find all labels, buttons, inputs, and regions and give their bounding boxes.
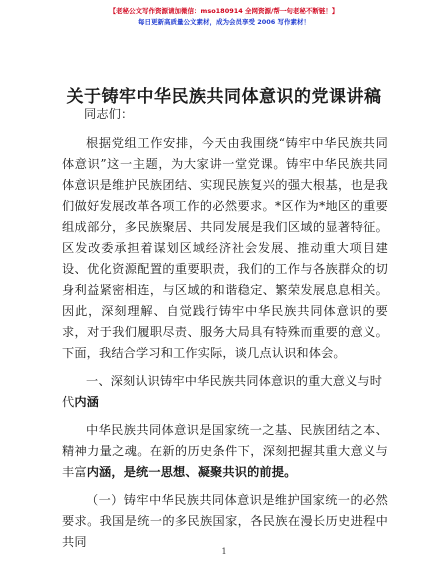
paragraph-significance-text: 中华民族共同体意识是国家统一之基、民族团结之本、精神力量之魂。在新的历史条件下，深刻把握其重大意义与丰富 (62, 423, 388, 479)
paragraph-intro: 根据党组工作安排，今天由我围绕“铸牢中华民族共同体意识”这一主题，为大家讲一堂党课。铸牢中华民族共同体意识是维护民族团结、实现民族复兴的强大根基，也是我们做好发展改革各项工作的必然要求。*区作为*地区的重要组成部分，多民族聚居、共同发展是我们区域的显著特征。区发改委承担着谋划区域经济社会发展、推动重大项目建设、优化资源配置的重要职责，我们的工作与各族群众的切身利益紧密相连，与区域的和谐稳定、繁荣发展息息相关。因此，深刻理解、自觉践行铸牢中华民族共同体意识的要求，对于我们履职尽责、服务大局具有特殊而重要的意义。下面，我结合学习和工作实际，谈几点认识和体会。 (62, 136, 388, 360)
document-body (62, 104, 388, 553)
spacer (62, 364, 388, 371)
page-number: 1 (221, 547, 227, 556)
paragraph-significance-bold: 内涵，是统一思想、凝聚共识的前提。 (86, 465, 297, 479)
section-heading-1-text: 一、深刻认识铸牢中华民族共同体意识的重大意义与时代 (62, 374, 383, 409)
spacer (62, 483, 388, 490)
section-heading-1 (62, 371, 388, 413)
salutation: 同志们： (84, 107, 134, 121)
promo-banner (0, 6, 448, 28)
document-title: 关于铸牢中华民族共同体意识的党课讲稿 (66, 87, 382, 107)
spacer (62, 413, 388, 420)
promo-line-1: 【老秘公文写作资源请加微信：mso180914 全网资源/帮一句老秘不断链！】 (109, 7, 339, 15)
spacer (62, 125, 388, 133)
section-heading-1-bold: 内涵 (74, 395, 100, 409)
paragraph-significance (62, 420, 388, 483)
promo-line-2: 每日更新高质量公文素材，成为会员享受 2006 写作素材！ (137, 18, 311, 26)
paragraph-subsection-1: （一）铸牢中华民族共同体意识是维护国家统一的必然要求。我国是统一的多民族国家，各民族在漫长历史进程中共同 (62, 493, 388, 549)
